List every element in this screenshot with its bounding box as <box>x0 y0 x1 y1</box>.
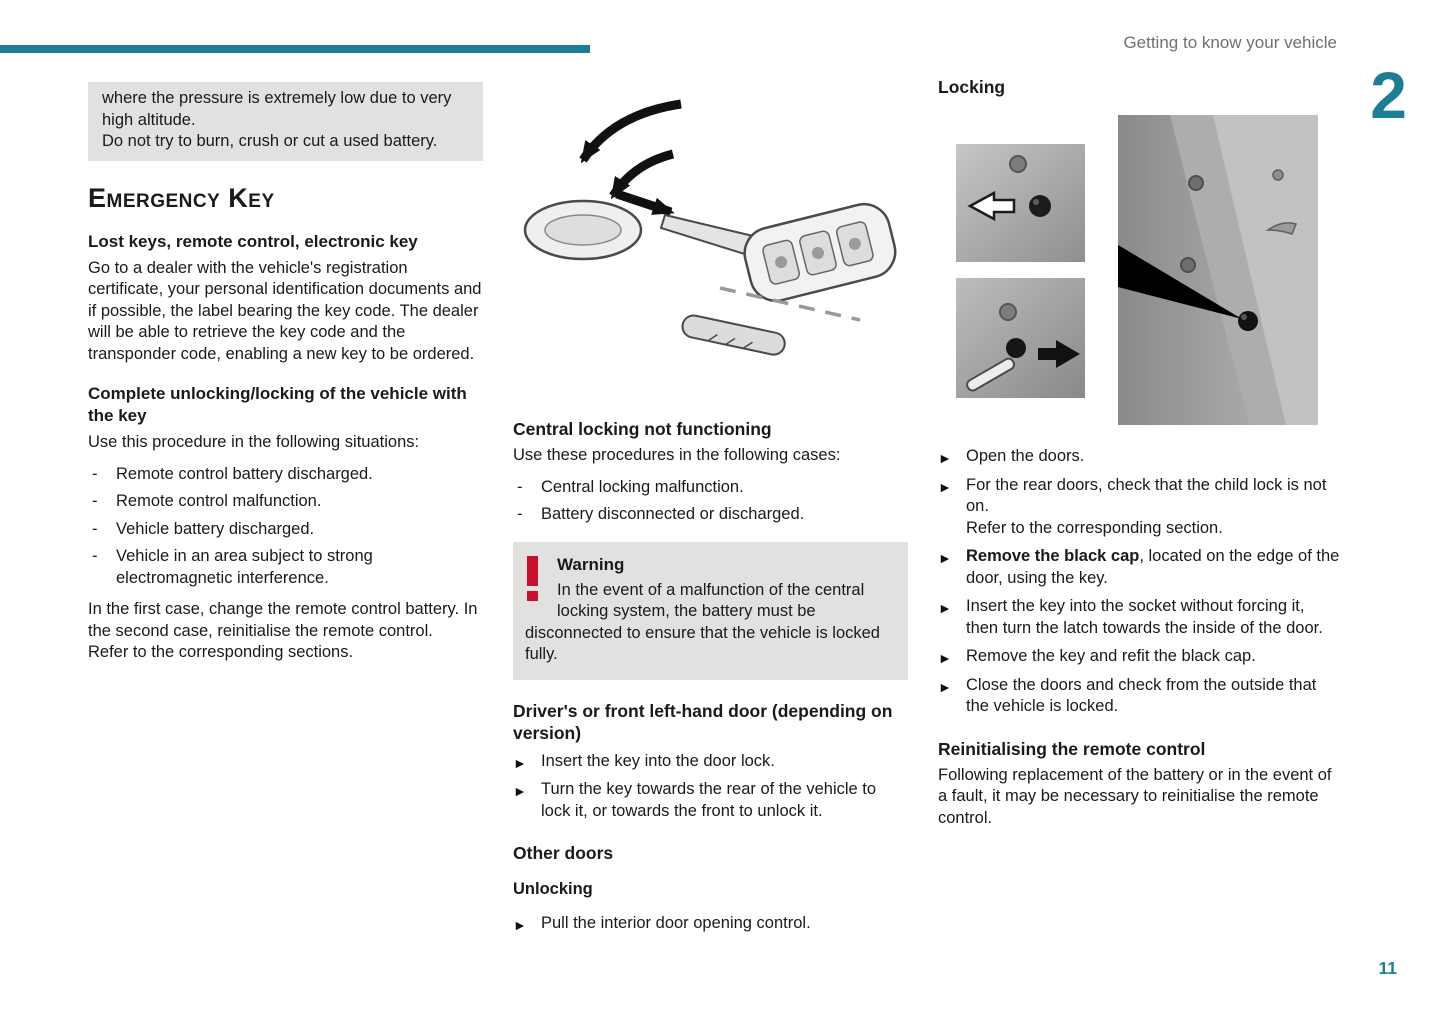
right-column <box>938 76 1340 829</box>
drivers-door-heading: Driver's or front left-hand door (depending on version) <box>513 700 893 743</box>
warning-title: Warning <box>557 554 625 574</box>
locking-step <box>938 675 1340 718</box>
complete-unlocking-heading: Complete unlocking/locking of the vehicle with the key <box>88 384 467 425</box>
warning-body: In the event of a malfunction of the central locking system, the battery must be disconnected to ensure that the vehicle is locked fully. <box>525 580 880 663</box>
step-text: Close the doors and check from the outside that the vehicle is locked. <box>966 675 1317 715</box>
lost-keys-heading: Lost keys, remote control, electronic key <box>88 231 418 251</box>
page-number: 11 <box>1378 958 1397 978</box>
procedure-step: ► Insert the key into the door lock. <box>513 751 908 773</box>
list-item: - Battery disconnected or discharged. <box>513 504 908 526</box>
warning-box <box>513 542 908 680</box>
complete-unlocking-intro: Use this procedure in the following situations: <box>88 433 420 451</box>
procedure-step: ► Turn the key towards the rear of the vehicle to lock it, or towards the front to unlock it. <box>513 779 908 822</box>
other-doors-heading: Other doors <box>513 843 614 863</box>
locking-step <box>938 446 1340 468</box>
key-in-socket-image <box>956 278 1085 398</box>
section-title: Emergency Key <box>88 182 275 213</box>
reinitialising-heading: Reinitialising the remote control <box>938 738 1206 759</box>
locking-heading: Locking <box>938 77 1006 97</box>
complete-unlocking-para: In the first case, change the remote control battery. In the second case, reinitialise the remote control. <box>88 600 478 640</box>
left-column <box>88 82 483 664</box>
chapter-number: 2 <box>1370 58 1407 132</box>
black-cap-image <box>956 144 1085 262</box>
list-item: - Remote control malfunction. <box>88 491 483 513</box>
locking-step <box>938 546 1340 589</box>
step-text: , located on the edge of the door, using the key. <box>966 547 1340 587</box>
step-text: Open the doors. <box>966 447 1085 465</box>
warning-icon <box>525 556 551 608</box>
key-fob-image <box>513 88 903 398</box>
list-item: - Central locking malfunction. <box>513 477 908 499</box>
door-lock-figures <box>938 112 1340 430</box>
list-item: - Remote control battery discharged. <box>88 464 483 486</box>
lost-keys-body: Go to a dealer with the vehicle's registration certificate, your personal identification documents and if possible, the label bearing the key code. The dealer will be able to retrieve the key code and the transponder code, enabling a new key to be ordered. <box>88 258 482 363</box>
emergency-key-illustration <box>513 88 903 398</box>
reinitialising-body: Following replacement of the battery or in the event of a fault, it may be necessary to reinitialise the remote control. <box>938 765 1332 827</box>
list-item: - Vehicle in an area subject to strong electromagnetic interference. <box>88 546 483 589</box>
step-bold-text: Remove the black cap <box>966 547 1140 565</box>
door-edge-image <box>1118 115 1318 425</box>
step-text: Insert the key into the socket without forcing it, then turn the latch towards the inside of the door. <box>966 597 1323 637</box>
locking-step <box>938 646 1340 668</box>
step-text: Remove the key and refit the black cap. <box>966 647 1256 665</box>
central-locking-heading: Central locking not functioning <box>513 419 772 439</box>
middle-column <box>513 82 908 935</box>
locking-step <box>938 596 1340 639</box>
refer-note: Refer to the corresponding sections. <box>88 643 354 661</box>
step-note: Refer to the corresponding section. <box>966 518 1223 537</box>
locking-step <box>938 475 1340 540</box>
note-line: where the pressure is extremely low due to very high altitude. <box>102 89 452 129</box>
cases-list <box>513 477 908 526</box>
procedure-step: ► Pull the interior door opening control. <box>513 913 908 935</box>
note-line: Do not try to burn, crush or cut a used battery. <box>102 132 438 150</box>
chapter-accent-bar <box>0 45 590 53</box>
unlocking-subheading: Unlocking <box>513 880 593 898</box>
central-locking-intro: Use these procedures in the following cases: <box>513 446 841 464</box>
running-header: Getting to know your vehicle <box>1123 33 1337 52</box>
list-item: - Vehicle battery discharged. <box>88 519 483 541</box>
situation-list <box>88 464 483 590</box>
battery-note-box <box>88 82 483 161</box>
step-text: For the rear doors, check that the child lock is not on. <box>966 475 1327 515</box>
